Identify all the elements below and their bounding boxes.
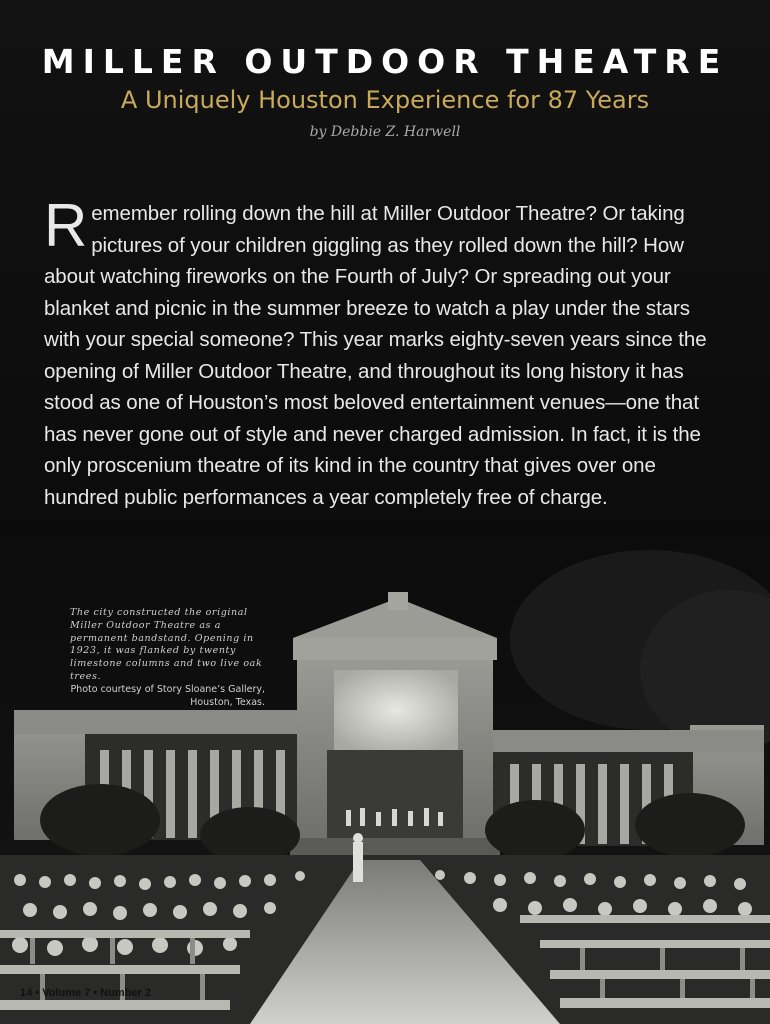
page-title: MILLER OUTDOOR THEATRE xyxy=(41,42,729,81)
author-byline: by Debbie Z. Harwell xyxy=(309,124,461,140)
drop-cap: R xyxy=(44,192,88,259)
photo-caption xyxy=(70,607,265,709)
caption-text: The city constructed the original Miller Outdoor Theatre as a permanent bandstand. Opening in 1923, it was flanked by twenty limestone columns and two live oak trees. xyxy=(70,607,263,682)
theatre-photo xyxy=(0,520,770,1024)
page-subtitle: A Uniquely Houston Experience for 87 Years xyxy=(120,86,650,114)
article-intro xyxy=(44,192,724,513)
article-body: emember rolling down the hill at Miller Outdoor Theatre? Or taking pictures of your children giggling as they rolled down the hill? How about watching fireworks on the Fourth of July? Or spreading out your blanket and picnic in the summer breeze to watch a play under the stars with your special someone? This year marks eighty-seven years since the opening of Miller Outdoor Theatre, and throughout its long history it has stood as one of Houston’s most beloved entertainment venues—one that has never gone out of style and never charged admission. In fact, it is the only proscenium theatre of its kind in the country that gives over one hundred public performances a year completely free of charge. xyxy=(44,202,707,509)
photo-credit: Photo courtesy of Story Sloane’s Gallery, Houston, Texas. xyxy=(70,683,265,708)
page-folio: 14 • Volume 7 • Number 2 xyxy=(20,987,151,999)
